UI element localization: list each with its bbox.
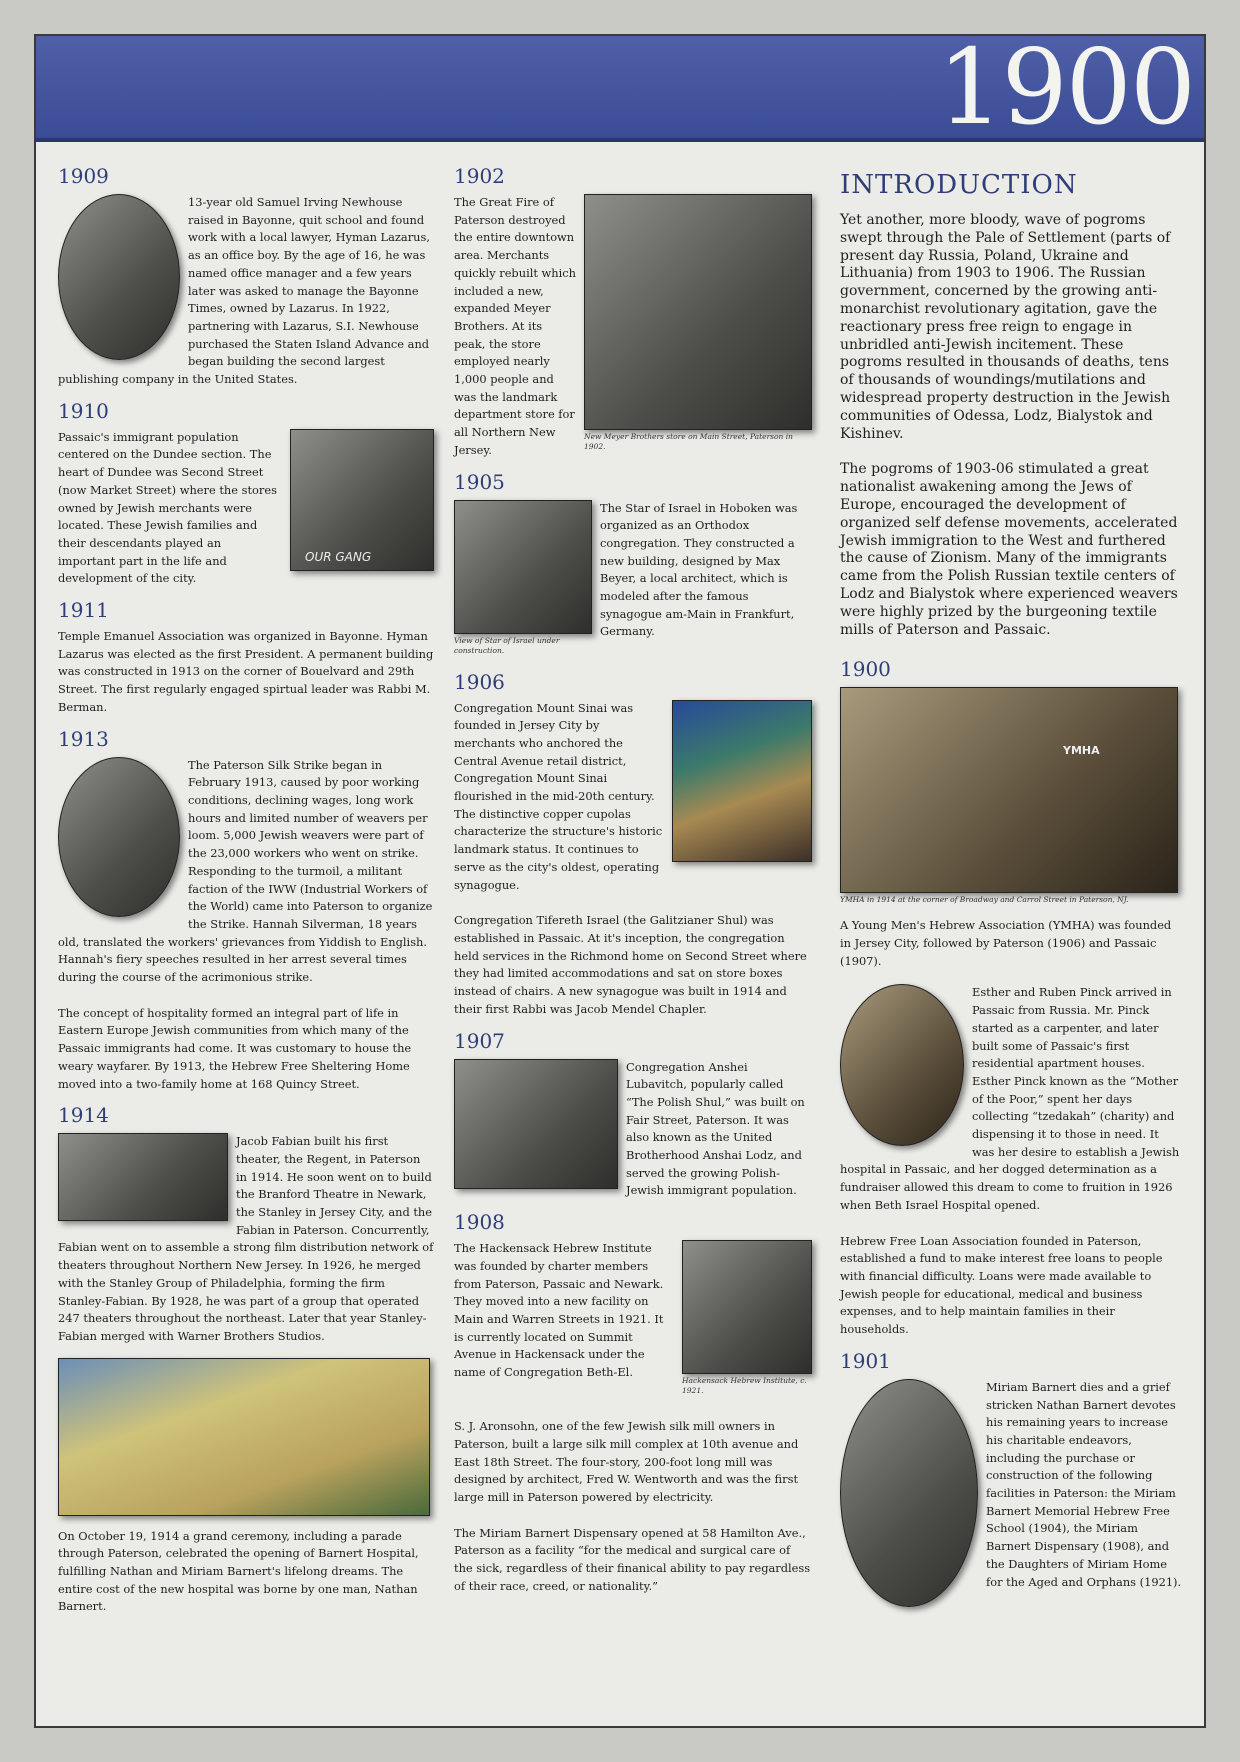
entry-1906-text-2: Congregation Tifereth Israel (the Galitzianer Shul) was established in Passaic. At it's inception, the congregation held services in the Richmond home on Second Street where they had limited accommodations and sat on store boxes instead of chairs. A new synagogue was built in 1914 and their first Rabbi was Jacob Mendel Chapler. bbox=[454, 913, 807, 1016]
entry-1908-text-3: The Miriam Barnert Dispensary opened at 58 Hamilton Ave., Paterson as a facility “for the medical and surgical care of the sick, regardless of their finanical ability to pay regardless of their race, creed, or nationality.” bbox=[454, 1525, 811, 1593]
caption-star-of-israel: View of Star of Israel under construction. bbox=[454, 635, 560, 655]
column-middle bbox=[454, 154, 812, 1595]
year-heading-1901: 1901 bbox=[840, 1348, 891, 1373]
caption-meyer-brothers: New Meyer Brothers store on Main Street, Paterson in 1902. bbox=[584, 432, 793, 451]
entry-1900-text: A Young Men's Hebrew Association (YMHA) was founded in Jersey City, followed by Paterson (1906) and Passaic (1907). bbox=[840, 918, 1172, 968]
figure-meyer-brothers bbox=[584, 194, 812, 452]
photo-anshei-lubavitch bbox=[454, 1059, 618, 1189]
photo-dundee-store bbox=[290, 429, 434, 571]
entry-1902-text: The Great Fire of Paterson destroyed the entire downtown area. Merchants quickly rebuilt which included a new, expanded Meyer Brothers. At its peak, the store employed nearly 1,000 people and was the landmark department store for all Northern New Jersey. bbox=[454, 195, 576, 457]
caption-hackensack-institute: Hackensack Hebrew Institute, c. 1921. bbox=[682, 1376, 807, 1396]
photo-dundee-label: OUR GANG bbox=[305, 549, 372, 564]
entry-1907 bbox=[454, 1059, 812, 1201]
year-heading-1914: 1914 bbox=[58, 1103, 109, 1128]
year-heading-1907: 1907 bbox=[454, 1028, 505, 1053]
portrait-miriam-barnert bbox=[840, 1379, 978, 1607]
entry-1900-text-3: Hebrew Free Loan Association founded in Paterson, established a fund to make interest free loans to people with financial difficulty. Loans were made available to Jewish people for educational, medical and business expenses, and to help maintain families in their households. bbox=[840, 1233, 1163, 1337]
intro-paragraph-1: Yet another, more bloody, wave of pogroms swept through the Pale of Settlement (parts of present day Russia, Poland, Ukraine and Lithuania) from 1903 to 1906. The Russian government, concerned by the growing anti-monarchist revolutionary agitation, gave the reactionary press free reign to engage in unbridled anti-Jewish incitement. These pogroms resulted in thousands of deaths, tens of thousands of woundings/mutilations and widespread property destruction in the Jewish communities of Odessa, Lodz, Bialystok and Kishinev. bbox=[840, 212, 1171, 442]
column-left bbox=[58, 154, 434, 1616]
photo-meyer-brothers bbox=[584, 194, 812, 430]
column-right bbox=[840, 154, 1184, 1611]
entry-1902 bbox=[454, 194, 812, 460]
photo-barnert-hospital bbox=[58, 1358, 430, 1516]
entry-1913-text-2: The concept of hospitality formed an integral part of life in Eastern Europe Jewish communities from which many of the Passaic immigrants had come. It was customary to house the weary wayfarer. By 1913, the Hebrew Free Sheltering Home moved into a two-family home at 168 Quincy Street. bbox=[58, 1005, 412, 1091]
entry-1901 bbox=[840, 1379, 1184, 1611]
photo-ymha-sign: YMHA bbox=[1063, 744, 1100, 758]
year-heading-1909: 1909 bbox=[58, 164, 109, 188]
entry-1909-text: 13-year old Samuel Irving Newhouse raised in Bayonne, quit school and found work with a local lawyer, Hyman Lazarus, as an office boy. By the age of 16, he was named office manager and a few years later was asked to manage the Bayonne Times, owned by Lazarus. In 1922, partnering with Lazarus, S.I. Newhouse purchased the Staten Island Advance and began building the second largest publishing company in the United States. bbox=[58, 195, 430, 387]
year-heading-1900: 1900 bbox=[840, 657, 891, 682]
figure-star-of-israel bbox=[454, 500, 592, 656]
title-banner bbox=[36, 34, 1204, 148]
entry-1905 bbox=[454, 500, 812, 660]
photo-ymha bbox=[840, 687, 1178, 893]
entry-1914 bbox=[58, 1133, 434, 1616]
year-heading-1905: 1905 bbox=[454, 469, 505, 494]
entry-1910-text: Passaic's immigrant population centered on the Dundee section. The heart of Dundee was Second Street (now Market Street) where the stores owned by Jewish merchants were located. These Jewish families and their descendants played an important part in the life and development of the city. bbox=[58, 429, 277, 586]
entry-1908-text: The Hackensack Hebrew Institute was founded by charter members from Paterson, Passaic and Newark. They moved into a new facility on Main and Warren Streets in 1921. It is currently located on Summit Avenue in Hackensack under the name of Congregation Beth-El. bbox=[454, 1241, 664, 1380]
entry-1913 bbox=[58, 757, 434, 1094]
year-heading-1910: 1910 bbox=[58, 398, 109, 423]
entry-1909 bbox=[58, 194, 434, 389]
entry-1906 bbox=[454, 700, 812, 1019]
portrait-newhouse bbox=[58, 194, 180, 360]
year-heading-1906: 1906 bbox=[454, 669, 505, 694]
photo-mount-sinai bbox=[672, 700, 812, 862]
intro-heading: INTRODUCTION bbox=[840, 170, 1078, 200]
entry-1914-text-2: On October 19, 1914 a grand ceremony, including a parade through Paterson, celebrated the opening of Barnert Hospital, fulfilling Nathan and Miriam Barnert's lifelong dreams. The entire cost of the new hospital was borne by one man, Nathan Barnert. bbox=[58, 1528, 419, 1614]
entry-1910 bbox=[58, 429, 434, 588]
entry-1911-text: Temple Emanuel Association was organized in Bayonne. Hyman Lazarus was elected as the first President. A permanent building was constructed in 1913 on the corner of Bouelvard and 29th Street. The first regularly engaged spirtual leader was Rabbi M. Berman. bbox=[58, 629, 434, 714]
entry-1905-text: The Star of Israel in Hoboken was organized as an Orthodox congregation. They constructed a new building, designed by Max Beyer, a local architect, which is modeled after the famous synagogue am-Main in Frankfurt, Germany. bbox=[600, 500, 798, 639]
year-heading-1908: 1908 bbox=[454, 1210, 505, 1235]
entry-1906-text: Congregation Mount Sinai was founded in Jersey City by merchants who anchored the Central Avenue retail district, Congregation Mount Sinai flourished in the mid-20th century. The distinctive copper cupolas characterize the structure's historic landmark status. It continues to serve as the city's oldest, operating synagogue. bbox=[454, 700, 663, 892]
banner-year: 1900 bbox=[937, 34, 1194, 148]
year-heading-1902: 1902 bbox=[454, 164, 505, 188]
year-heading-1913: 1913 bbox=[58, 726, 109, 751]
portrait-esther-pinck bbox=[840, 984, 964, 1146]
entry-1901-text: Miriam Barnert dies and a grief stricken Nathan Barnert devotes his remaining years to increase his charitable endeavors, including the purchase or construction of the following facilities in Paterson: the Miriam Barnert Memorial Hebrew Free School (1904), the Miriam Barnert Dispensary (1908), and the Daughters of Miriam Home for the Aged and Orphans (1921). bbox=[986, 1379, 1182, 1589]
entry-1914-text: Jacob Fabian built his first theater, the Regent, in Paterson in 1914. He soon went on to build the Branford Theatre in Newark, the Stanley in Jersey City, and the Fabian in Paterson. Concurrently, Fabian went on to assemble a strong film distribution network of theaters throughout Northern New Jersey. In 1926, he merged with the Stanley Group of Philadelphia, forming the firm Stanley-Fabian. By 1928, he was part of a group that operated 247 theaters throughout the northeast. Later that year Stanley-Fabian merged with Warner Brothers Studios. bbox=[58, 1134, 434, 1343]
entry-1913-text: The Paterson Silk Strike began in February 1913, caused by poor working conditions, declining wages, long work hours and limited number of weavers per loom. 5,000 Jewish weavers were part of the 23,000 workers who went on strike. Responding to the turmoil, a militant faction of the IWW (Industrial Workers of the World) came into Paterson to organize the Strike. Hannah Silverman, 18 years old, translated the workers' grievances from Yiddish to English. Hannah's fiery speeches resulted in her arrest several times during the course of the acrimonious strike. bbox=[58, 757, 433, 985]
entry-1908 bbox=[454, 1240, 812, 1595]
photo-hackensack-institute bbox=[682, 1240, 812, 1374]
figure-hackensack-institute bbox=[682, 1240, 812, 1396]
entry-1907-text: Congregation Anshei Lubavitch, popularly called “The Polish Shul,” was built on Fair Street, Paterson. It was also known as the United Brotherhood Anshai Lodz, and served the growing Polish-Jewish immigrant population. bbox=[626, 1059, 805, 1198]
caption-ymha: YMHA in 1914 at the corner of Broadway and Carrol Street in Paterson, NJ. bbox=[840, 895, 1129, 905]
year-heading-1911: 1911 bbox=[58, 598, 109, 623]
intro-paragraph-2: The pogroms of 1903-06 stimulated a great nationalist awakening among the Jews of Europe, encouraged the development of organized self defense movements, accelerated Jewish immigration to the West and furthered the cause of Zionism. Many of the immigrants came from the Polish Russian textile centers of Lodz and Bialystok where experienced weavers were highly prized by the burgeoning textile mills of Paterson and Passaic. bbox=[840, 461, 1178, 638]
entry-1900 bbox=[840, 687, 1184, 1338]
portrait-hannah-silverman bbox=[58, 757, 180, 917]
entry-1900-text-2: Esther and Ruben Pinck arrived in Passaic from Russia. Mr. Pinck started as a carpenter, and later built some of Passaic's first residential apartment houses. Esther Pinck known as the “Mother of the Poor,” spent her days collecting “tzedakah” (charity) and dispensing it to those in need. It was her desire to establish a Jewish hospital in Passaic, and her dogged determination as a fundraiser allowed this dream to come to fruition in 1926 when Beth Israel Hospital opened. bbox=[840, 985, 1180, 1212]
intro-text bbox=[840, 212, 1184, 639]
entry-1908-text-2: S. J. Aronsohn, one of the few Jewish silk mill owners in Paterson, built a large silk mill complex at 10th avenue and East 18th Street. The four-story, 200-foot long mill was designed by architect, Fred W. Wentworth and was the first large mill in Paterson powered by electricity. bbox=[454, 1419, 799, 1504]
photo-star-of-israel bbox=[454, 500, 592, 634]
exhibit-panel bbox=[34, 34, 1206, 1728]
photo-regent-theater bbox=[58, 1133, 228, 1221]
